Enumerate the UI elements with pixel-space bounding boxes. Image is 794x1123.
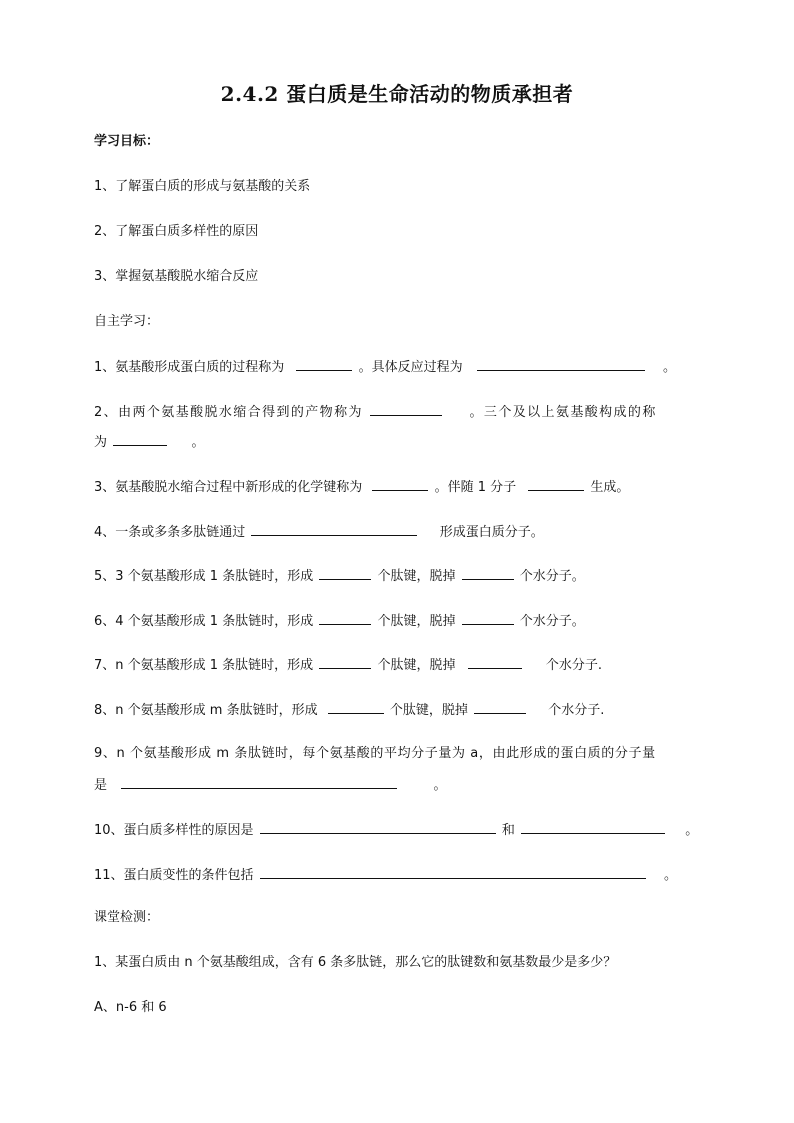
question-text: 。 bbox=[433, 778, 447, 793]
answer-blank[interactable] bbox=[370, 402, 442, 416]
self-study-heading: 自主学习： bbox=[94, 314, 160, 329]
question-text: 个水分子。 bbox=[519, 614, 585, 629]
answer-blank[interactable] bbox=[462, 566, 514, 580]
answer-blank[interactable] bbox=[528, 477, 584, 491]
question-text: 9、n 个氨基酸形成 m 条肽链时，每个氨基酸的平均分子量为 a，由此形成的蛋白质的分子量 bbox=[94, 746, 656, 761]
question-1 bbox=[94, 357, 704, 377]
question-text: 11、蛋白质变性的条件包括 bbox=[94, 868, 254, 883]
question-text: 形成蛋白质分子。 bbox=[439, 525, 544, 540]
question-text: 个肽键，脱掉 bbox=[389, 703, 468, 718]
question-text: 7、n 个氨基酸形成 1 条肽链时，形成 bbox=[94, 658, 314, 673]
goal-item: 1、了解蛋白质的形成与氨基酸的关系 bbox=[94, 179, 311, 194]
question-text: 。 bbox=[663, 360, 677, 375]
answer-blank[interactable] bbox=[319, 566, 371, 580]
question-3 bbox=[94, 477, 704, 497]
question-text: 个肽键，脱掉 bbox=[377, 614, 456, 629]
question-2-cont bbox=[94, 432, 704, 452]
question-text: 个水分子。 bbox=[519, 569, 585, 584]
question-text: 个水分子. bbox=[545, 658, 603, 673]
answer-blank[interactable] bbox=[251, 522, 417, 536]
question-text: 。 bbox=[191, 435, 205, 450]
question-5 bbox=[94, 566, 704, 586]
answer-blank[interactable] bbox=[260, 820, 496, 834]
question-text: 3、氨基酸脱水缩合过程中新形成的化学键称为 bbox=[94, 480, 363, 495]
test-question-1: 1、某蛋白质由 n 个氨基酸组成，含有 6 条多肽链，那么它的肽键数和氨基数最少是多少？ bbox=[94, 955, 617, 970]
question-6 bbox=[94, 611, 704, 631]
question-text: 。三个及以上氨基酸构成的称 bbox=[469, 405, 657, 420]
classroom-heading: 课堂检测： bbox=[94, 910, 160, 925]
answer-blank[interactable] bbox=[462, 611, 514, 625]
answer-blank[interactable] bbox=[328, 700, 384, 714]
question-text: 个肽键，脱掉 bbox=[377, 569, 456, 584]
answer-blank[interactable] bbox=[474, 700, 526, 714]
answer-blank[interactable] bbox=[319, 655, 371, 669]
answer-blank[interactable] bbox=[260, 865, 646, 879]
page-title: 2.4.2 蛋白质是生命活动的物质承担者 bbox=[220, 82, 574, 106]
answer-blank[interactable] bbox=[477, 357, 645, 371]
question-text: 和 bbox=[501, 823, 515, 838]
question-text: 是 bbox=[94, 778, 108, 793]
answer-blank[interactable] bbox=[521, 820, 665, 834]
answer-blank[interactable] bbox=[319, 611, 371, 625]
question-2 bbox=[94, 402, 704, 422]
question-text: 为 bbox=[94, 435, 108, 450]
question-text: 。 bbox=[685, 823, 699, 838]
question-text: 个肽键，脱掉 bbox=[377, 658, 456, 673]
question-4 bbox=[94, 522, 704, 542]
answer-blank[interactable] bbox=[113, 432, 167, 446]
answer-blank[interactable] bbox=[468, 655, 522, 669]
question-text: 6、4 个氨基酸形成 1 条肽链时，形成 bbox=[94, 614, 314, 629]
question-text: 1、氨基酸形成蛋白质的过程称为 bbox=[94, 360, 285, 375]
question-9-cont bbox=[94, 775, 704, 795]
question-text: 。具体反应过程为 bbox=[358, 360, 463, 375]
question-text: 10、蛋白质多样性的原因是 bbox=[94, 823, 254, 838]
question-11 bbox=[94, 865, 704, 885]
question-text: 4、一条或多条多肽链通过 bbox=[94, 525, 246, 540]
goals-heading: 学习目标： bbox=[94, 134, 160, 149]
question-text: 5、3 个氨基酸形成 1 条肽链时，形成 bbox=[94, 569, 314, 584]
goal-item: 2、了解蛋白质多样性的原因 bbox=[94, 224, 259, 239]
question-text: 8、n 个氨基酸形成 m 条肽链时，形成 bbox=[94, 703, 318, 718]
question-text: 个水分子. bbox=[548, 703, 605, 718]
question-7 bbox=[94, 655, 704, 675]
answer-blank[interactable] bbox=[121, 775, 397, 789]
answer-blank[interactable] bbox=[296, 357, 352, 371]
question-10 bbox=[94, 820, 704, 840]
option-a: A、n-6 和 6 bbox=[94, 1000, 167, 1015]
question-text: 。伴随 1 分子 bbox=[434, 480, 517, 495]
answer-blank[interactable] bbox=[372, 477, 428, 491]
question-9 bbox=[94, 745, 704, 763]
goal-item: 3、掌握氨基酸脱水缩合反应 bbox=[94, 269, 259, 284]
question-8 bbox=[94, 700, 704, 720]
question-text: 2、由两个氨基酸脱水缩合得到的产物称为 bbox=[94, 405, 363, 420]
question-text: 生成。 bbox=[590, 480, 630, 495]
question-text: 。 bbox=[663, 868, 677, 883]
